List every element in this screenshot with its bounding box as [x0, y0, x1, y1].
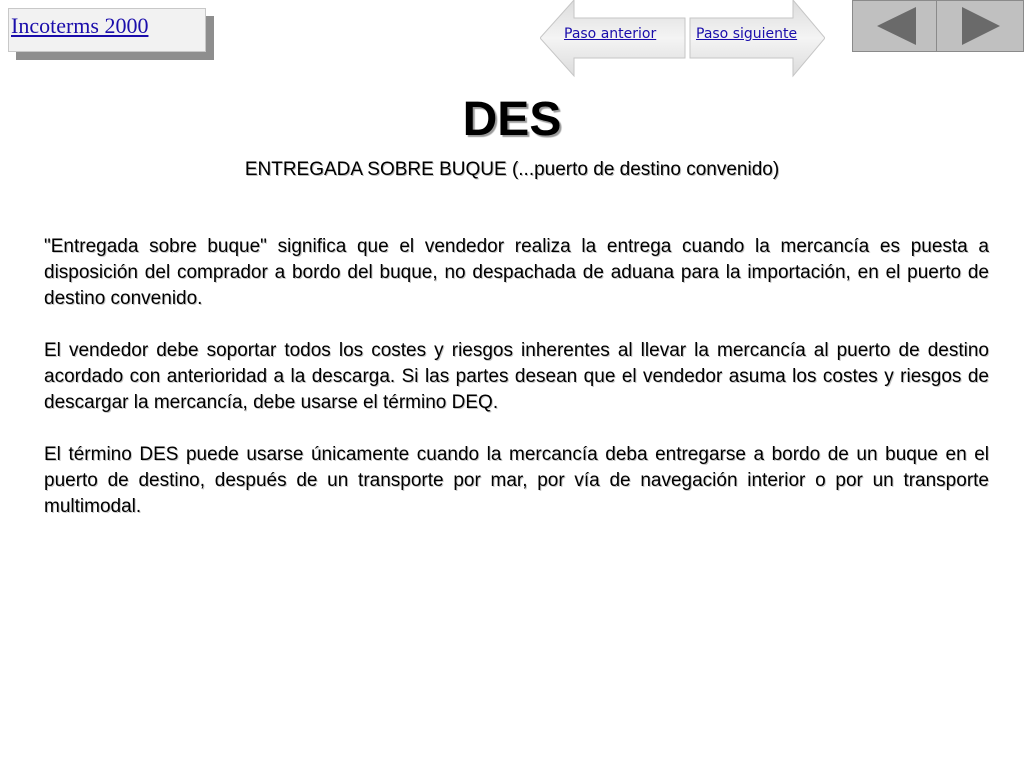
next-step-link[interactable]: Paso siguiente	[696, 26, 798, 42]
triangle-right-icon	[938, 1, 1024, 51]
prev-step-link[interactable]: Paso anterior	[564, 26, 657, 42]
paragraph-costs-risks: El vendedor debe soportar todos los costes y riesgos inherentes al llevar la mercancía al puerto de destino acordado con anterioridad a la descarga. Si las partes desean que el vendedor asuma los costes y riesgos de descargar la mercancía, debe usarse el término DEQ.	[44, 340, 989, 413]
step-navigation	[540, 0, 825, 78]
home-badge	[8, 8, 214, 60]
content-body	[44, 234, 989, 546]
forward-button[interactable]	[938, 1, 1022, 51]
triangle-left-icon	[853, 1, 937, 51]
paragraph-definition: "Entregada sobre buque" significa que el vendedor realiza la entrega cuando la mercancía es puesta a disposición del comprador a bordo del buque, no despachada de aduana para la importación, en el puerto de destino convenido.	[44, 236, 989, 309]
nav-button-group	[852, 0, 1024, 52]
home-link[interactable]: Incoterms 2000	[11, 13, 149, 38]
page-subtitle: ENTREGADA SOBRE BUQUE (...puerto de destino convenido)	[244, 159, 780, 180]
back-button[interactable]	[853, 1, 937, 51]
page-title: DES	[462, 93, 562, 146]
paragraph-usage: El término DES puede usarse únicamente cuando la mercancía deba entregarse a bordo de un buque en el puerto de destino, después de un transporte por mar, por vía de navegación interior o por un transporte multimodal.	[44, 444, 989, 517]
